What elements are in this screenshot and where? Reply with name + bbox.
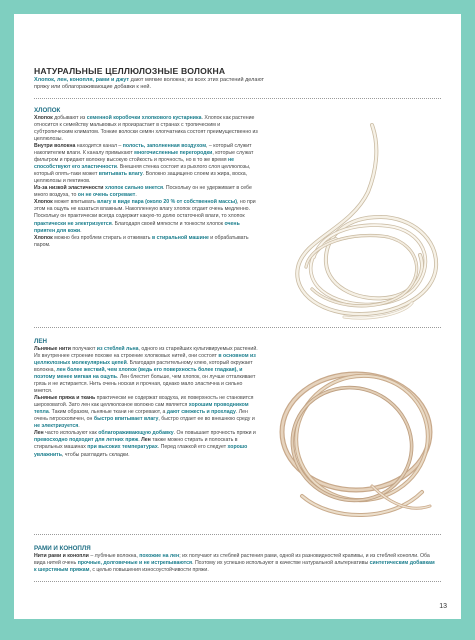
- linen-paragraph: [34, 346, 259, 395]
- highlighted-text: в основном из целлюлозных молекулярных цепей: [34, 352, 256, 366]
- bold-term: Хлопок: [34, 234, 53, 241]
- cotton-paragraph: [34, 185, 259, 199]
- paragraph-text: . Благодаря своей мягкости и тонкости хлопок: [111, 220, 225, 227]
- linen-text: [34, 346, 259, 459]
- highlighted-text: быстро впитывает влагу: [93, 416, 159, 423]
- section-ramie-hemp: [34, 545, 441, 574]
- section-linen: [34, 338, 441, 534]
- highlighted-text: прочные, долговечные и не истрепываются: [77, 559, 193, 566]
- paragraph-text: ; их получают из стеблей растения рами, одной из разновидностей крапивы, и из стеблей конопли. Оба вида нитей очень: [34, 552, 430, 566]
- paragraph-text: . Поскольку он не удерживает в себе много воздуха, то: [34, 185, 252, 199]
- paragraph-text: .: [138, 437, 142, 444]
- heading-cotton: ХЛОПОК: [34, 106, 61, 114]
- cotton-paragraph: [34, 199, 259, 234]
- page-number: 13: [439, 603, 447, 610]
- highlighted-text: при высоких температурах: [87, 444, 158, 451]
- linen-paragraph: [34, 430, 259, 458]
- cotton-text: [34, 115, 259, 249]
- highlighted-text: многочисленные перегородки: [134, 150, 213, 157]
- bold-term: Нити рами и конопли: [34, 552, 89, 559]
- bold-term: Льняные нити: [34, 345, 71, 352]
- paragraph-text: , одного из старейших культивируемых растений. Их внутреннее строение похоже на строение хлопковых нитей, они состоят: [34, 345, 258, 359]
- highlighted-text: лен более жесткий, чем хлопок (ведь его поверхность более гладкая), и поэтому менее мягкая на ощупь: [34, 366, 243, 380]
- paragraph-text: находится канал –: [75, 143, 123, 149]
- highlighted-text: не электризуется: [34, 423, 79, 430]
- bold-term: Из-за низкой эластичности: [34, 185, 104, 192]
- paragraph-text: также можно стирать и полоскать в стиральных машинах: [34, 437, 238, 451]
- cotton-paragraph: [34, 235, 259, 249]
- highlighted-text: впитывать влагу: [98, 171, 143, 178]
- divider: [34, 534, 441, 535]
- paragraph-text: добывают из: [52, 114, 87, 121]
- paragraph-text: . Таким образом, льняные ткани не согревают, а: [48, 409, 167, 416]
- paragraph-text: .: [80, 227, 82, 234]
- highlighted-text: семенной коробочки хлопкового кустарника: [86, 114, 202, 121]
- intro-text: дают мягкие волокна; из всех этих растений делают пряжу или облагораживающие добавки к ней.: [34, 77, 264, 91]
- highlighted-text: дают свежесть и прохладу: [166, 409, 236, 416]
- linen-yarn-image: [272, 356, 444, 526]
- ramie-text: [34, 553, 436, 574]
- intro-bold: Хлопок, лен, конопля, рами и джут: [34, 77, 130, 83]
- section-cotton: [34, 107, 441, 327]
- highlighted-text: превосходно подходит для летних пряж: [34, 437, 139, 444]
- paragraph-text: . Лен блестит больше, чем хлопок, он лучше отталкивает грязь и не истирается. Нить очень ноская и прочная, однако мало эластична и сильно мнется.: [34, 374, 256, 395]
- bold-term: Лен: [34, 430, 44, 437]
- paragraph-text: часто используют как: [43, 430, 99, 437]
- highlighted-text: в стиральной машине: [151, 234, 209, 241]
- book-page: [14, 14, 461, 626]
- paragraph-text: , – который служит накопителем влаги. К каналу примыкают: [34, 143, 252, 157]
- highlighted-text: хлопок сильно мнется: [104, 185, 164, 192]
- paragraph-text: практически не содержат воздуха, их поверхность не становится шероховатой. Зато лен как целлюлозное волокно сам является: [34, 395, 254, 409]
- linen-paragraph: [34, 395, 259, 430]
- highlighted-text: облагораживающую добавку: [98, 430, 174, 437]
- paragraph-text: и обрабатывать паром.: [34, 234, 249, 248]
- paragraph-text: . Перед глажкой его следует: [157, 444, 228, 451]
- paragraph-text: . Лен очень гигроскопичен, он: [34, 409, 248, 423]
- paragraph-text: , которые служат фильтром и придают волокну высокую стойкость и прочность, но в то же время: [34, 150, 254, 164]
- paragraph-text: . Благодаря растительному клею, который окружает волокна,: [34, 359, 253, 373]
- paragraph-text: может впитывать: [52, 199, 98, 206]
- paragraph-text: . Поэтому их успешно используют в качестве натуральной альтернативы: [192, 559, 370, 566]
- bold-term: Льняные пряжа и ткань: [34, 395, 96, 402]
- divider: [34, 581, 441, 582]
- cotton-paragraph: [34, 115, 259, 143]
- paragraph-text: , но при этом на ощупь не казаться влажным. Накопленную влагу хлопок отдает очень медленно. Поскольку он практически всегда содержит какую-то долю остаточной влаги, то хлопок: [34, 199, 256, 220]
- bottom-frame-stripe: [14, 619, 461, 626]
- highlighted-text: влагу в виде пара (около 20 % от собственной массы): [97, 199, 237, 206]
- ramie-paragraph: [34, 553, 436, 574]
- paragraph-text: . Внешняя стенка состоит из рыхлого слоя целлюлозы, который опять-таки может: [34, 164, 251, 178]
- highlighted-text: синтетическим добавкам к шерстяным пряжам: [34, 559, 435, 573]
- cotton-paragraph: [34, 143, 259, 185]
- paragraph-text: , чтобы разгладить складки.: [61, 451, 130, 458]
- divider: [34, 327, 441, 328]
- paragraph-text: .: [135, 192, 137, 199]
- bold-term: Хлопок: [34, 199, 53, 206]
- paragraph-text: . Он повышает прочность пряжи и: [173, 430, 256, 437]
- heading-linen: ЛЕН: [34, 337, 47, 345]
- paragraph-text: можно без проблем стирать и отжимать: [52, 234, 152, 241]
- paragraph-text: . Хлопок как растение относится к семейству мальвовых и произрастает в странах с тропическим и субтропическим климатом. Тонкие волоски семян хлопчатника состоят преимущественно из целлюлозы.: [34, 114, 258, 142]
- cotton-yarn-image: [284, 117, 444, 322]
- page-title: НАТУРАЛЬНЫЕ ЦЕЛЛЮЛОЗНЫЕ ВОЛОКНА: [34, 66, 226, 76]
- intro-paragraph: [34, 77, 279, 92]
- highlighted-text: не способствуют его эластичности: [34, 157, 234, 171]
- paragraph-text: .: [78, 423, 80, 430]
- highlighted-text: практически не электризуется: [34, 220, 112, 227]
- paragraph-text: получают: [70, 345, 97, 352]
- highlighted-text: хорошим проводником тепла: [34, 402, 249, 416]
- paragraph-text: , с целью повышения износоустойчивости пряжи.: [89, 566, 209, 573]
- page-content: [34, 66, 441, 582]
- paragraph-text: – лубяные волокна,: [88, 552, 140, 559]
- bold-term: Хлопок: [34, 114, 53, 121]
- divider: [34, 98, 441, 99]
- highlighted-text: похожие на лен: [139, 552, 180, 559]
- bold-term: Лен: [141, 437, 151, 444]
- paragraph-text: . Волокно защищено слоем из жира, воска, целлюлозы и пектинов.: [34, 171, 248, 185]
- highlighted-text: полость, заполненная воздухом: [122, 143, 207, 149]
- paragraph-text: , быстро отдает ее во внешнюю среду и: [158, 416, 255, 423]
- bold-term: Внутри волокна: [34, 143, 76, 149]
- highlighted-text: он не очень согревает: [77, 192, 136, 199]
- highlighted-text: из стеблей льна: [96, 345, 139, 352]
- heading-ramie-hemp: РАМИ И КОНОПЛЯ: [34, 544, 91, 552]
- highlighted-text: хорошо увлажнить: [34, 444, 248, 458]
- highlighted-text: очень приятен для кожи: [34, 220, 240, 234]
